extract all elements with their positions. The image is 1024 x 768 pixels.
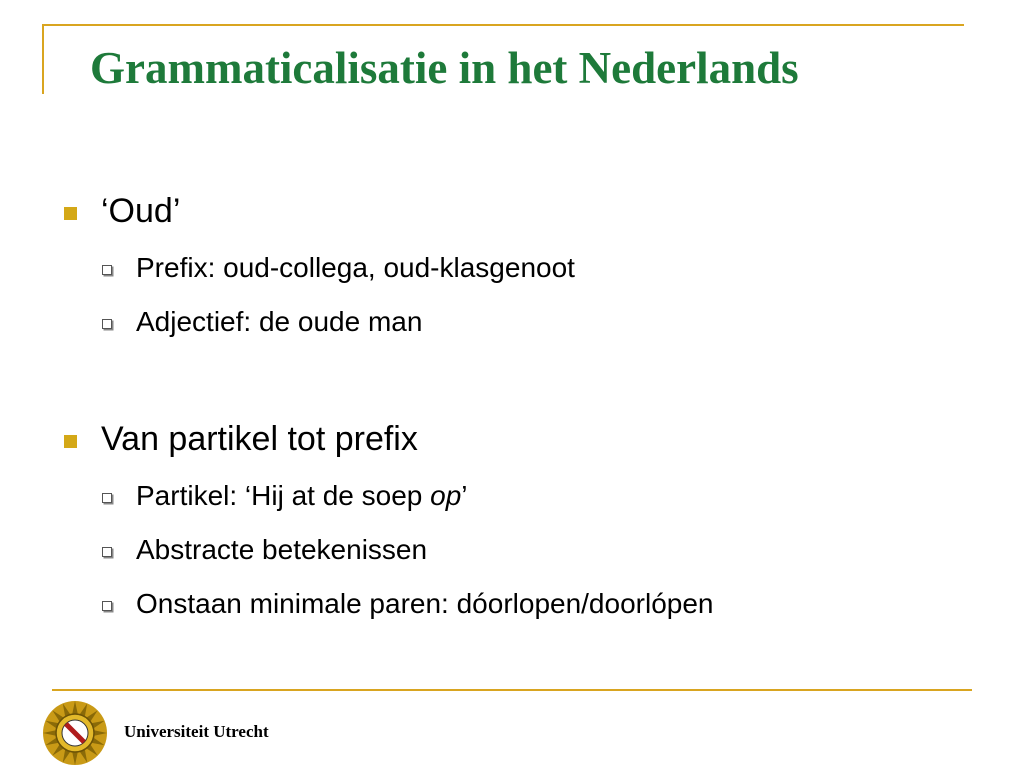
subbullet-text: Adjectief: de oude man <box>136 306 423 337</box>
hollow-square-bullet-icon <box>102 265 112 275</box>
slide-title: Grammaticalisatie in het Nederlands <box>90 43 799 93</box>
subbullet-item-abstracte <box>102 534 427 566</box>
square-bullet-icon <box>64 435 77 448</box>
square-bullet-icon <box>64 207 77 220</box>
bullet-text: Van partikel tot prefix <box>101 420 418 458</box>
sun-seal-icon <box>42 700 108 766</box>
hollow-square-bullet-icon <box>102 493 112 503</box>
hollow-square-bullet-icon <box>102 601 112 611</box>
hollow-square-bullet-icon <box>102 547 112 557</box>
subbullet-text <box>136 480 468 512</box>
bullet-item-oud <box>64 192 180 231</box>
subbullet-item-adjectief <box>102 306 422 338</box>
subbullet-item-partikel <box>102 480 468 512</box>
subbullet-text-after: ’ <box>461 480 468 511</box>
subbullet-text-italic: op <box>430 480 462 511</box>
institution-name: Universiteit Utrecht <box>124 722 269 741</box>
bullet-text: ‘Oud’ <box>101 192 181 230</box>
hollow-square-bullet-icon <box>102 319 112 329</box>
subbullet-item-prefix <box>102 252 575 284</box>
bullet-item-partikel-prefix <box>64 420 418 459</box>
footer-rule <box>52 689 972 691</box>
subbullet-text: Onstaan minimale paren: dóorlopen/doorlópen <box>136 588 714 619</box>
subbullet-text: Abstracte betekenissen <box>136 534 428 565</box>
subbullet-item-minimale-paren <box>102 588 714 620</box>
subbullet-text: Prefix: oud-collega, oud-klasgenoot <box>136 252 575 283</box>
subbullet-text-before: Partikel: ‘Hij at de soep <box>136 480 431 511</box>
